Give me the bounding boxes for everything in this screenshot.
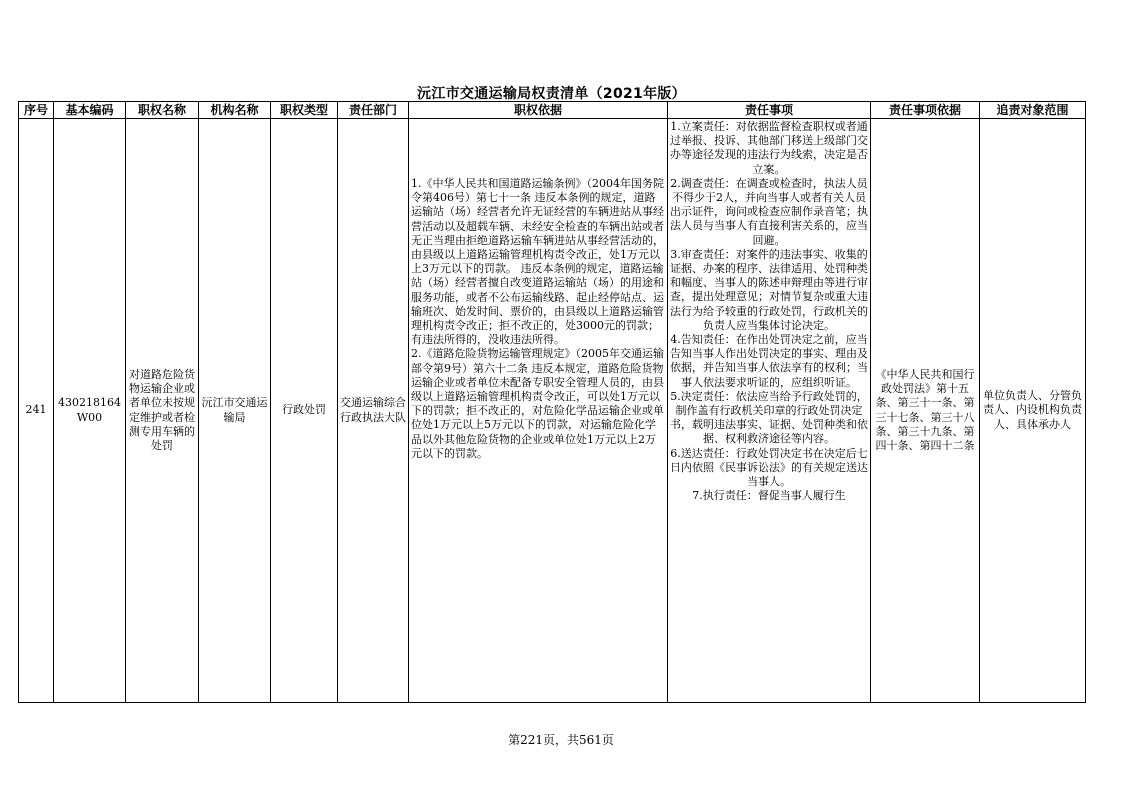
table-row [19,119,1086,703]
header-code: 基本编码 [54,102,126,119]
cell-basis: 1.《中华人民共和国道路运输条例》（2004年国务院令第406号）第七十一条 违反本条例的规定，道路运输站（场）经营者允许无证经营的车辆进站从事经营活动以及超载车辆、未经安全检查的车辆出站或者无正当理由拒绝道路运输车辆进站从事经营活动的，由县级以上道路运输管理机构责令改正，处1万元以上3万元以下的罚款。 违反本条例的规定，道路运输站（场）经营者擅自改变道路运输站（场）的用途和服务功能，或者不公布运输线路、起止经停站点、运输班次、始发时间、票价的，由县级以上道路运输管理机构责令改正；拒不改正的，处3000元的罚款；有违法所得的，没收违法所得。 2.《道路危险货物运输管理规定》（2005年交通运输部令第9号）第六十二条 违反本规定，道路危险货物运输企业或者单位未配备专职安全管理人员的，由县级以上道路运输管理机构责令改正，可以处1万元以下的罚款；拒不改正的，对危险化学品运输企业或单位处1万元以上5万元以下的罚款，对运输危险化学品以外其他危险货物的企业或单位处1万元以上2万元以下的罚款。 [409,119,668,703]
duty-item: 3.审查责任：对案件的违法事实、收集的证据、办案的程序、法律适用、处罚种类和幅度、当事人的陈述申辩理由等进行审查，提出处理意见；对情节复杂或重大违法行为给予较重的行政处罚，行政机关的负责人应当集体讨论决定。 [670,247,868,332]
header-power-name: 职权名称 [126,102,199,119]
duty-item: 1.立案责任：对依据监督检查职权或者通过举报、投诉、其他部门移送上级部门交办等途径发现的违法行为线索，决定是否立案。 [670,120,868,176]
cell-org-name: 沅江市交通运输局 [199,119,271,703]
cell-power-name: 对道路危险货物运输企业或者单位未按规定维护或者检测专用车辆的处罚 [126,119,199,703]
cell-seq: 241 [19,119,54,703]
cell-accountability: 单位负责人、分管负责人、内设机构负责人、具体承办人 [980,119,1086,703]
cell-duties [668,119,871,703]
duty-item: 5.决定责任：依法应当给予行政处罚的，制作盖有行政机关印章的行政处罚决定书，载明违法事实、证据、处罚种类和依据、权利救济途径等内容。 [670,389,868,446]
page-footer: 第221页，共561页 [508,733,614,747]
header-duties: 责任事项 [668,102,871,119]
power-list-table [18,101,1086,703]
cell-department: 交通运输综合行政执法大队 [338,119,409,703]
document-title: 沅江市交通运输局权责清单（2021年版） [417,86,686,102]
header-row [19,102,1086,119]
header-power-type: 职权类型 [271,102,338,119]
header-org-name: 机构名称 [199,102,271,119]
header-seq: 序号 [19,102,54,119]
header-duty-basis: 责任事项依据 [871,102,980,119]
header-department: 责任部门 [338,102,409,119]
cell-power-type: 行政处罚 [271,119,338,703]
header-basis: 职权依据 [409,102,668,119]
duty-item: 7.执行责任：督促当事人履行生 [692,489,846,503]
cell-code: 430218164W00 [54,119,126,703]
header-accountability: 追责对象范围 [980,102,1086,119]
duty-item: 2.调查责任：在调查或检查时，执法人员不得少于2人，并向当事人或者有关人员出示证件，询问或检查应制作录音笔；执法人员与当事人有直接利害关系的，应当回避。 [670,176,868,247]
cell-duty-basis: 《中华人民共和国行政处罚法》第十五条、第三十一条、第三十七条、第三十八条、第三十九条、第四十条、第四十二条 [871,119,980,703]
duty-item: 6.送达责任：行政处罚决定书在决定后七日内依照《民事诉讼法》的有关规定送达当事人。 [670,446,868,489]
duty-item: 4.告知责任：在作出处罚决定之前，应当告知当事人作出处罚决定的事实、理由及依据，并告知当事人依法享有的权利；当事人依法要求听证的，应组织听证。 [670,333,868,389]
